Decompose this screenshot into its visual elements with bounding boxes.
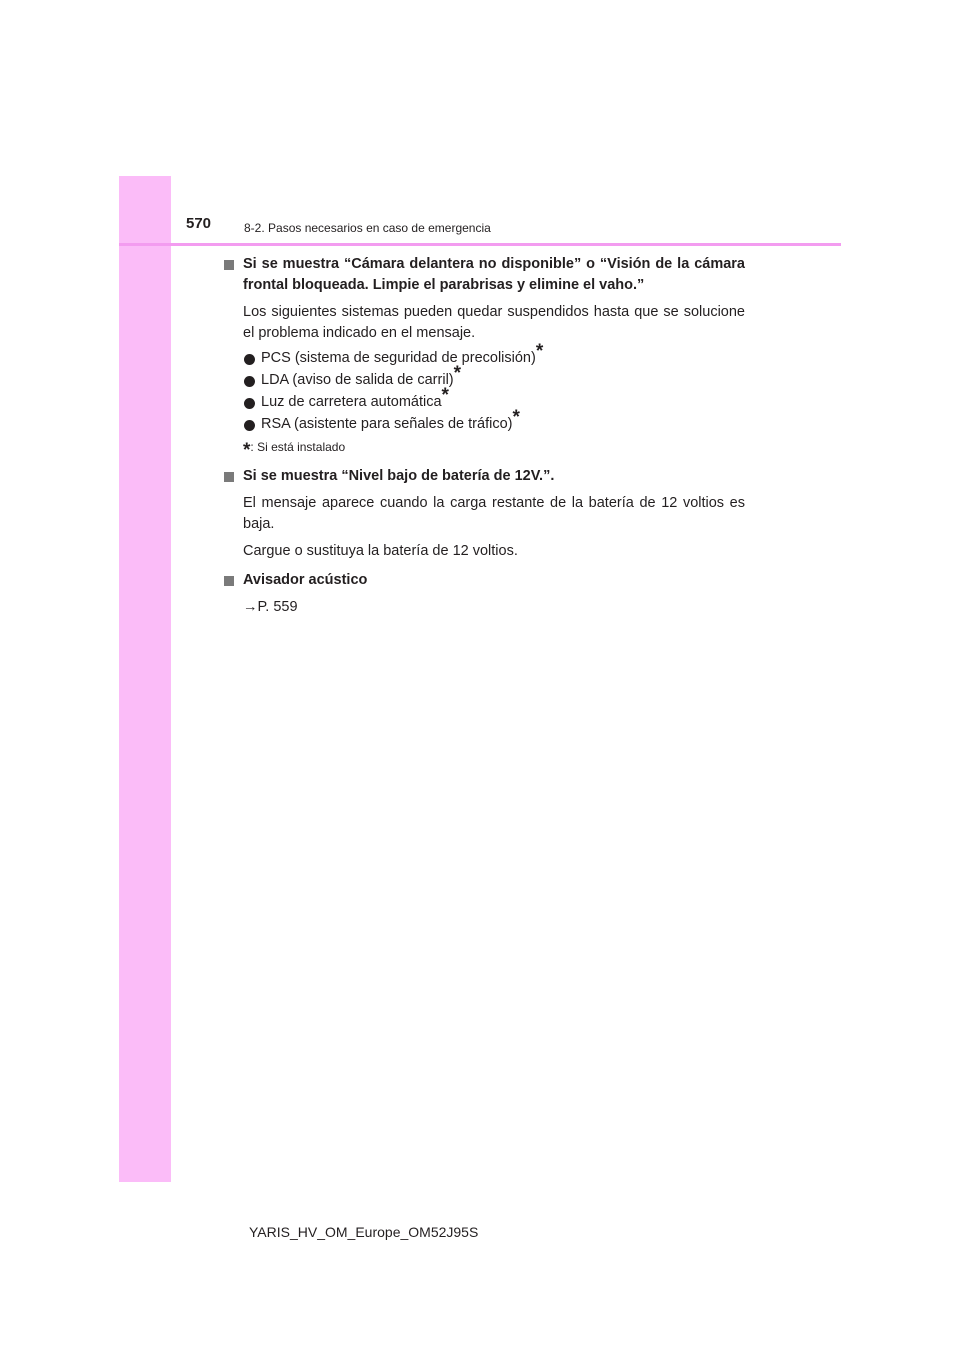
asterisk-mark: * (453, 363, 462, 385)
footnote (223, 437, 745, 461)
footnote-text: : Si está instalado (250, 440, 346, 454)
section-heading-battery (223, 466, 745, 487)
list-item (223, 385, 745, 413)
asterisk-mark: * (535, 341, 544, 363)
sidebar-tab (119, 176, 171, 1182)
asterisk-mark: * (512, 407, 520, 429)
arrow-right-icon: → (243, 599, 258, 615)
paragraph: Los siguientes sistemas pueden quedar suspendidos hasta que se solucione el problema indicado en el mensaje. (243, 304, 745, 341)
bullet-dot-icon (244, 376, 255, 387)
square-bullet-icon (224, 576, 234, 586)
list-item-text: PCS (sistema de seguridad de precolisión) (261, 350, 536, 366)
footnote-asterisk: * (243, 440, 251, 461)
list-item-text: RSA (asistente para señales de tráfico) (261, 416, 513, 432)
section-heading-text: Avisador acústico (243, 572, 368, 588)
list-item (223, 363, 745, 391)
cross-reference-text: P. 559 (257, 599, 298, 615)
section-heading-text: Si se muestra “Cámara delantera no disponible” o “Visión de la cámara frontal bloqueada. Limpie el parabrisas y elimine el vaho.” (243, 256, 745, 293)
paragraph: El mensaje aparece cuando la carga restante de la batería de 12 voltios es baja. (243, 495, 745, 532)
asterisk-mark: * (441, 385, 449, 407)
bullet-dot-icon (244, 354, 255, 365)
paragraph: Cargue o sustituya la batería de 12 voltios. (243, 543, 518, 559)
list-item-text: Luz de carretera automática (261, 394, 442, 410)
footer-doc-id: YARIS_HV_OM_Europe_OM52J95S (249, 1224, 479, 1240)
square-bullet-icon (224, 472, 234, 482)
list-item (223, 341, 745, 369)
section-title: 8-2. Pasos necesarios en caso de emergencia (244, 221, 491, 235)
bullet-dot-icon (244, 420, 255, 431)
list-item-text: LDA (aviso de salida de carril) (261, 372, 454, 388)
bullet-dot-icon (244, 398, 255, 409)
page-number: 570 (186, 215, 212, 232)
section-heading-text: Si se muestra “Nivel bajo de batería de 12V.”. (243, 468, 555, 484)
square-bullet-icon (224, 260, 234, 270)
list-item (223, 407, 745, 435)
header-rule (119, 243, 841, 246)
cross-reference-link[interactable] (223, 597, 745, 618)
page-content (223, 254, 745, 618)
section-heading-camera (223, 254, 745, 296)
section-heading-buzzer (223, 570, 745, 591)
